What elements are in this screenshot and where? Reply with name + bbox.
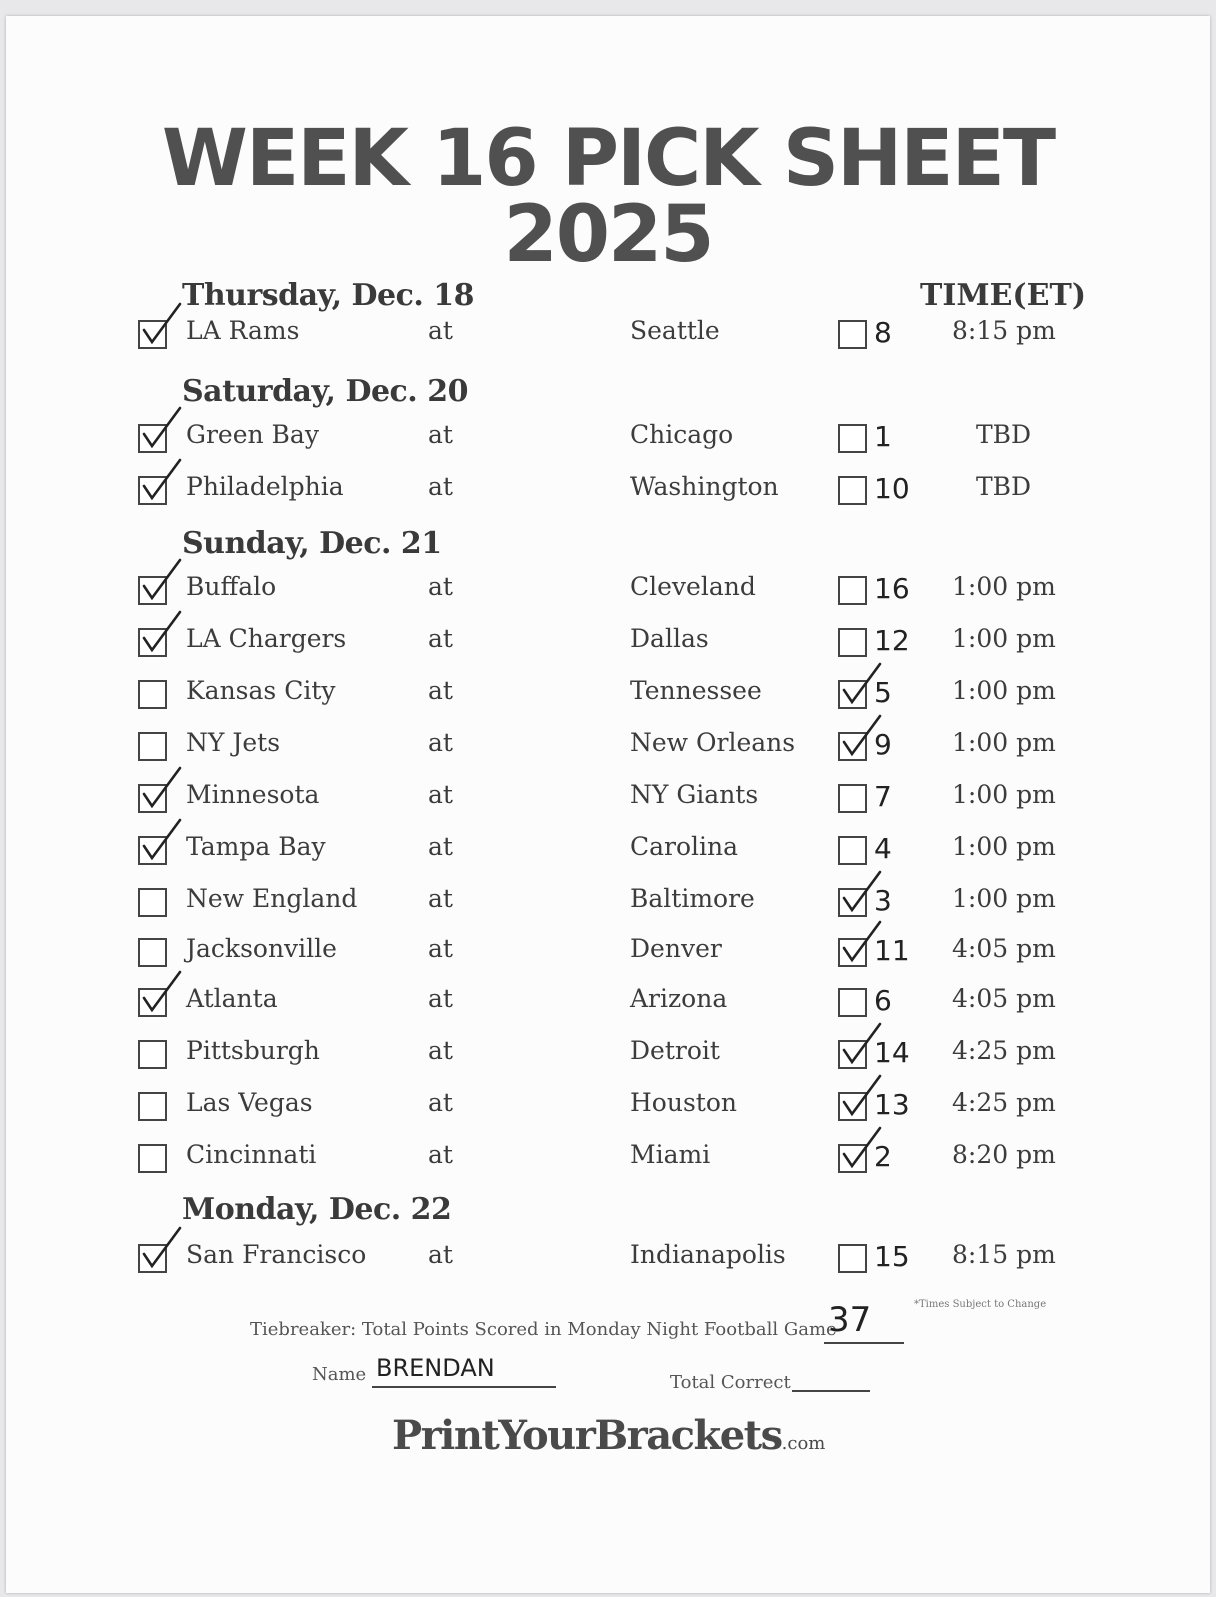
at-label: at: [428, 316, 453, 345]
game-time: 1:00 pm: [952, 728, 1056, 757]
away-pick-checkbox[interactable]: [138, 476, 167, 505]
confidence-value[interactable]: 8: [874, 316, 892, 349]
home-pick-checkbox[interactable]: [838, 732, 867, 761]
at-label: at: [428, 572, 453, 601]
game-time: 4:05 pm: [952, 984, 1056, 1013]
at-label: at: [428, 676, 453, 705]
name-value[interactable]: BRENDAN: [376, 1354, 495, 1382]
at-label: at: [428, 1240, 453, 1269]
home-pick-checkbox[interactable]: [838, 1040, 867, 1069]
away-pick-checkbox[interactable]: [138, 1144, 167, 1173]
game-row: [6, 934, 1210, 974]
home-pick-checkbox[interactable]: [838, 320, 867, 349]
home-pick-checkbox[interactable]: [838, 784, 867, 813]
at-label: at: [428, 1140, 453, 1169]
home-team: Miami: [630, 1140, 711, 1169]
pick-sheet-page: [6, 16, 1210, 1593]
times-note: *Times Subject to Change: [914, 1299, 1047, 1310]
away-team: Jacksonville: [186, 934, 337, 963]
home-pick-checkbox[interactable]: [838, 836, 867, 865]
game-row: [6, 316, 1210, 356]
confidence-value[interactable]: 16: [874, 572, 910, 605]
brand-name: PrintYourBrackets: [392, 1412, 782, 1459]
game-time: TBD: [976, 472, 1032, 501]
game-time: 1:00 pm: [952, 884, 1056, 913]
game-row: [6, 420, 1210, 460]
away-team: LA Rams: [186, 316, 300, 345]
day-heading: Monday, Dec. 22: [182, 1192, 452, 1227]
home-team: Washington: [630, 472, 779, 501]
away-pick-checkbox[interactable]: [138, 1092, 167, 1121]
away-pick-checkbox[interactable]: [138, 1040, 167, 1069]
home-team: Houston: [630, 1088, 737, 1117]
away-pick-checkbox[interactable]: [138, 938, 167, 967]
game-time: 8:20 pm: [952, 1140, 1056, 1169]
game-time: TBD: [976, 420, 1032, 449]
confidence-value[interactable]: 15: [874, 1240, 910, 1273]
confidence-value[interactable]: 4: [874, 832, 892, 865]
home-pick-checkbox[interactable]: [838, 888, 867, 917]
away-team: NY Jets: [186, 728, 281, 757]
away-team: Atlanta: [186, 984, 278, 1013]
home-pick-checkbox[interactable]: [838, 476, 867, 505]
game-time: 1:00 pm: [952, 572, 1056, 601]
confidence-value[interactable]: 2: [874, 1140, 892, 1173]
at-label: at: [428, 728, 453, 757]
home-team: Seattle: [630, 316, 720, 345]
total-correct-label: Total Correct: [670, 1372, 791, 1393]
game-time: 8:15 pm: [952, 316, 1056, 345]
home-pick-checkbox[interactable]: [838, 938, 867, 967]
game-time: 1:00 pm: [952, 780, 1056, 809]
home-team: Carolina: [630, 832, 739, 861]
away-team: Minnesota: [186, 780, 320, 809]
home-pick-checkbox[interactable]: [838, 1244, 867, 1273]
at-label: at: [428, 1088, 453, 1117]
away-pick-checkbox[interactable]: [138, 988, 167, 1017]
away-pick-checkbox[interactable]: [138, 732, 167, 761]
brand-logo: [392, 1412, 825, 1459]
game-row: [6, 1036, 1210, 1076]
away-pick-checkbox[interactable]: [138, 784, 167, 813]
day-heading: Saturday, Dec. 20: [182, 374, 468, 409]
sheet-title: WEEK 16 PICK SHEET: [161, 114, 1055, 204]
at-label: at: [428, 884, 453, 913]
at-label: at: [428, 1036, 453, 1065]
game-row: [6, 572, 1210, 612]
game-row: [6, 1140, 1210, 1180]
away-pick-checkbox[interactable]: [138, 888, 167, 917]
game-row: [6, 1240, 1210, 1280]
home-team: Chicago: [630, 420, 734, 449]
confidence-value[interactable]: 1: [874, 420, 892, 453]
tiebreaker-label: Tiebreaker: Total Points Scored in Monday Night Football Game: [250, 1319, 837, 1340]
away-team: Cincinnati: [186, 1140, 317, 1169]
away-pick-checkbox[interactable]: [138, 320, 167, 349]
home-pick-checkbox[interactable]: [838, 576, 867, 605]
total-correct-line[interactable]: [792, 1390, 870, 1392]
at-label: at: [428, 934, 453, 963]
game-time: 8:15 pm: [952, 1240, 1056, 1269]
away-pick-checkbox[interactable]: [138, 628, 167, 657]
confidence-value[interactable]: 5: [874, 676, 892, 709]
day-heading: Sunday, Dec. 21: [182, 526, 442, 561]
away-team: New England: [186, 884, 358, 913]
game-row: [6, 884, 1210, 924]
home-pick-checkbox[interactable]: [838, 988, 867, 1017]
away-team: San Francisco: [186, 1240, 367, 1269]
game-row: [6, 984, 1210, 1024]
home-team: Baltimore: [630, 884, 755, 913]
away-pick-checkbox[interactable]: [138, 576, 167, 605]
at-label: at: [428, 624, 453, 653]
tiebreaker-line: [824, 1342, 904, 1344]
game-time: 1:00 pm: [952, 832, 1056, 861]
away-pick-checkbox[interactable]: [138, 680, 167, 709]
home-team: New Orleans: [630, 728, 796, 757]
game-row: [6, 676, 1210, 716]
away-team: Tampa Bay: [186, 832, 326, 861]
day-heading: Thursday, Dec. 18: [182, 278, 475, 313]
game-row: [6, 624, 1210, 664]
home-team: Dallas: [630, 624, 709, 653]
confidence-value[interactable]: 14: [874, 1036, 910, 1069]
time-header: TIME(ET): [920, 278, 1087, 313]
away-team: Pittsburgh: [186, 1036, 320, 1065]
at-label: at: [428, 832, 453, 861]
home-pick-checkbox[interactable]: [838, 628, 867, 657]
game-time: 1:00 pm: [952, 676, 1056, 705]
confidence-value[interactable]: 7: [874, 780, 892, 813]
away-team: Kansas City: [186, 676, 336, 705]
away-team: Buffalo: [186, 572, 277, 601]
away-team: Green Bay: [186, 420, 319, 449]
away-pick-checkbox[interactable]: [138, 1244, 167, 1273]
home-team: Detroit: [630, 1036, 720, 1065]
home-team: NY Giants: [630, 780, 759, 809]
at-label: at: [428, 420, 453, 449]
home-pick-checkbox[interactable]: [838, 1092, 867, 1121]
confidence-value[interactable]: 12: [874, 624, 910, 657]
confidence-value[interactable]: 9: [874, 728, 892, 761]
game-time: 1:00 pm: [952, 624, 1056, 653]
name-line: [372, 1386, 556, 1388]
away-team: LA Chargers: [186, 624, 347, 653]
confidence-value[interactable]: 11: [874, 934, 910, 967]
away-pick-checkbox[interactable]: [138, 424, 167, 453]
confidence-value[interactable]: 3: [874, 884, 892, 917]
game-row: [6, 780, 1210, 820]
away-team: Las Vegas: [186, 1088, 313, 1117]
game-row: [6, 832, 1210, 872]
home-team: Cleveland: [630, 572, 756, 601]
home-team: Denver: [630, 934, 722, 963]
at-label: at: [428, 984, 453, 1013]
tiebreaker-value[interactable]: 37: [828, 1300, 872, 1340]
at-label: at: [428, 780, 453, 809]
confidence-value[interactable]: 13: [874, 1088, 910, 1121]
game-row: [6, 728, 1210, 768]
home-pick-checkbox[interactable]: [838, 1144, 867, 1173]
away-pick-checkbox[interactable]: [138, 836, 167, 865]
game-row: [6, 472, 1210, 512]
game-time: 4:05 pm: [952, 934, 1056, 963]
home-team: Indianapolis: [630, 1240, 786, 1269]
game-row: [6, 1088, 1210, 1128]
home-pick-checkbox[interactable]: [838, 680, 867, 709]
home-team: Arizona: [630, 984, 728, 1013]
brand-suffix: .com: [781, 1433, 826, 1454]
at-label: at: [428, 472, 453, 501]
sheet-year: 2025: [503, 190, 713, 280]
home-team: Tennessee: [630, 676, 762, 705]
game-time: 4:25 pm: [952, 1036, 1056, 1065]
home-pick-checkbox[interactable]: [838, 424, 867, 453]
confidence-value[interactable]: 6: [874, 984, 892, 1017]
game-time: 4:25 pm: [952, 1088, 1056, 1117]
away-team: Philadelphia: [186, 472, 344, 501]
name-label: Name: [312, 1364, 367, 1385]
confidence-value[interactable]: 10: [874, 472, 910, 505]
